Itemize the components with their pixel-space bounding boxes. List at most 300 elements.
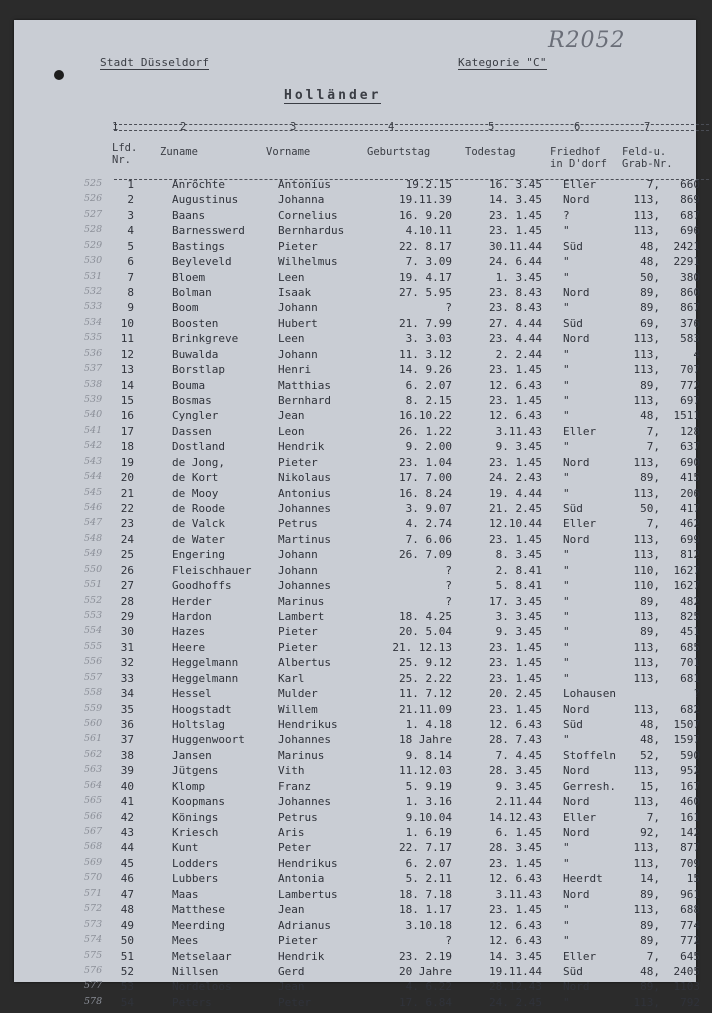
row-number: 10 [120,316,134,330]
cemetery: " [563,656,570,670]
pencil-number: 549 [84,548,103,560]
row-number: 24 [120,532,134,546]
row-number: 37 [120,733,134,747]
birth-date: 26. 1.22 [399,424,452,438]
surname: de Roode [172,502,225,516]
field-number: 113, [633,193,660,207]
grave-number: 701 [680,656,700,670]
first-name: Bernhardus [278,224,345,238]
birth-date: 19. 4.17 [399,270,452,284]
field-number: 50, [640,502,660,516]
pencil-number: 564 [84,779,103,791]
field-number: 48, [640,964,660,978]
first-name: Vith [278,764,305,778]
column-number: 6 [574,121,581,133]
column-number: 1 [112,121,119,133]
birth-date: 11. 7.12 [399,687,452,701]
field-number: 89, [640,625,660,639]
grave-number: 867 [680,301,700,315]
death-date: 3. 3.45 [495,610,542,624]
first-name: Jean [278,409,305,423]
surname: Peters [172,995,212,1009]
surname: Dostland [172,440,225,454]
column-number: 4 [388,121,395,133]
grave-number: 376 [680,316,700,330]
surname: Könings [172,810,219,824]
first-name: Pieter [278,640,318,654]
birth-date: ? [445,934,452,948]
birth-date: 16. 8.24 [399,486,452,500]
birth-date: 27. 5.95 [399,286,452,299]
pencil-number: 555 [84,640,103,652]
first-name: Pieter [278,934,318,948]
first-name: Johannes [278,502,331,516]
table-row [14,532,700,550]
pencil-number: 571 [84,887,103,899]
grave-number: 128 [680,424,700,438]
first-name: Martinus [278,532,331,546]
row-number: 52 [120,964,134,978]
row-number: 50 [120,934,134,948]
grave-number: 860 [680,286,700,299]
birth-date: 20 Jahre [399,964,452,978]
surname: Kriesch [172,826,219,840]
row-number: 1 [127,178,134,191]
table-row [14,764,700,781]
cemetery: Heerdt [563,872,603,886]
grave-number: 812 [680,548,700,562]
pencil-number: 557 [84,671,103,683]
death-date: 9. 3.45 [495,779,542,793]
pencil-number: 573 [84,918,103,930]
surname: Goodhoffs [172,579,232,593]
field-number: 7, [646,440,660,454]
cemetery: ? [563,208,570,222]
pencil-number: 531 [84,270,103,282]
table-row [14,548,700,565]
pencil-number: 562 [84,748,103,760]
grave-number: 451 [680,625,700,639]
grave-number: 772 [680,378,700,392]
death-date: 12. 6.43 [489,718,542,732]
birth-date: 18. 4.25 [399,610,452,624]
field-number: 113, [633,532,660,546]
surname: Borstlap [172,363,225,377]
cemetery: " [563,270,570,284]
row-number: 29 [120,610,134,624]
cemetery: " [563,733,570,747]
field-number: 89, [640,471,660,485]
document-sheet [14,20,700,1009]
death-date: 16. 3.45 [489,178,542,191]
cemetery: Gerresh. [563,779,616,793]
cemetery: Eller [563,949,597,963]
surname: Herder [172,594,212,608]
row-number: 17 [120,424,134,438]
birth-date: 11. 3.12 [399,347,452,361]
field-number: 89, [640,980,660,994]
death-date: 23. 1.45 [489,363,542,377]
surname: Hazes [172,625,206,639]
first-name: Peter [278,995,312,1009]
cemetery: " [563,610,570,624]
field-number: 69, [640,316,660,330]
category-header: Kategorie "C" [458,56,547,69]
first-name: Nikolaus [278,471,331,485]
birth-date: 17. 7.00 [399,471,452,485]
surname: Baans [172,208,206,222]
death-date: 20. 2.45 [489,687,542,701]
birth-date: 4. 2.74 [405,517,452,531]
grave-number: 774 [680,918,700,932]
col-todestag: Todestag [465,146,516,158]
surname: Dassen [172,424,212,438]
pencil-number: 548 [84,532,103,544]
cemetery: Nord [563,826,590,840]
grave-number: 15 [686,872,700,886]
first-name: Johannes [278,795,331,809]
death-date: 23. 1.45 [489,671,542,685]
grave-number: 415 [680,471,700,485]
surname: de Kort [172,471,219,485]
row-number: 20 [120,471,134,485]
cemetery: " [563,640,570,654]
grave-number: 697 [680,394,700,408]
field-number: 113, [633,640,660,654]
field-number: 113, [633,208,660,222]
death-date: 23. 8.43 [489,301,542,315]
table-rule-sub [114,130,709,131]
death-date: 17. 3.45 [489,594,542,608]
grave-number: 1627 [673,563,700,577]
surname: Nillsen [172,964,219,978]
pencil-number: 556 [84,656,103,668]
cemetery: " [563,548,570,562]
field-number: 113, [633,347,660,361]
table-row [14,671,700,689]
first-name: Johanna [278,193,325,207]
death-date: 2.11.44 [495,795,542,809]
pencil-number: 534 [84,316,103,328]
first-name: Antonia [278,872,325,886]
death-date: 3.11.43 [495,887,542,901]
death-date: 30.11.44 [489,239,542,253]
field-number: 7, [646,949,660,963]
cemetery: " [563,594,570,608]
grave-number: 660 [680,178,700,191]
row-number: 7 [127,270,134,284]
row-number: 53 [120,980,134,994]
pencil-number: 529 [84,239,103,251]
pencil-number: 528 [84,224,103,236]
table-row [14,918,700,936]
pencil-number: 537 [84,363,103,375]
surname: Bouma [172,378,206,392]
row-number: 35 [120,702,134,716]
grave-number: 699 [680,532,700,546]
pencil-number: 546 [84,502,103,514]
cemetery: Eller [563,178,597,191]
row-number: 13 [120,363,134,377]
surname: de Water [172,532,225,546]
row-number: 47 [120,887,134,901]
surname: Hardon [172,610,212,624]
first-name: Marinus [278,594,325,608]
field-number: 113, [633,548,660,562]
field-number: 92, [640,826,660,840]
field-number: 7, [646,424,660,438]
birth-date: 16.10.22 [399,409,452,423]
table-row [14,471,700,488]
grave-number: 161 [680,810,700,824]
birth-date: 21.11.09 [399,702,452,716]
birth-date: 22. 8.17 [399,239,452,253]
first-name: Leen [278,332,305,346]
row-number: 32 [120,656,134,670]
grave-number: 590 [680,748,700,762]
grave-number: 707 [680,363,700,377]
pencil-number: 535 [84,332,103,344]
row-number: 30 [120,625,134,639]
surname: de Valck [172,517,225,531]
death-date: 1. 3.45 [495,270,542,284]
punch-hole [54,70,64,80]
first-name: Karl [278,671,305,685]
cemetery: " [563,903,570,917]
death-date: 2. 8.41 [495,563,542,577]
first-name: Albertus [278,656,331,670]
birth-date: 11.12.03 [399,764,452,778]
grave-number: ? [693,687,700,701]
field-number: 14, [640,872,660,886]
row-number: 48 [120,903,134,917]
surname: Bolman [172,286,212,299]
grave-number: 167 [680,779,700,793]
field-number: 89, [640,918,660,932]
cemetery: " [563,486,570,500]
pencil-number: 530 [84,255,103,267]
first-name: Bernhard [278,394,331,408]
first-name: Henri [278,363,312,377]
birth-date: 18. 7.18 [399,887,452,901]
grave-number: 637 [680,440,700,454]
cemetery: " [563,671,570,685]
birth-date: 22. 7.17 [399,841,452,855]
first-name: Marinus [278,748,325,762]
field-number: 113, [633,764,660,778]
table-rule-top [114,124,709,125]
surname: Engering [172,548,225,562]
table-row [14,640,700,658]
birth-date: 8. 2.15 [405,394,452,408]
surname: Cyngler [172,409,219,423]
death-date: 23. 1.45 [489,856,542,870]
pencil-number: 554 [84,625,103,637]
row-number: 19 [120,455,134,469]
first-name: Antonius [278,178,331,191]
pencil-number: 575 [84,949,103,961]
row-number: 14 [120,378,134,392]
death-date: 14.12.43 [489,810,542,824]
column-number: 5 [488,121,495,133]
row-number: 12 [120,347,134,361]
field-number: 89, [640,301,660,315]
birth-date: 3. 3.03 [405,332,452,346]
row-number: 23 [120,517,134,531]
row-number: 2 [127,193,134,207]
surname: Buwalda [172,347,219,361]
surname: Heere [172,640,206,654]
death-date: 12. 6.43 [489,918,542,932]
col-zuname: Zuname [160,146,198,158]
surname: Augustinus [172,193,239,207]
grave-number: 1103 [673,980,700,994]
grave-number: 687 [680,208,700,222]
field-number: 110, [633,563,660,577]
surname: Bastings [172,239,225,253]
field-number: 89, [640,934,660,948]
surname: Metselaar [172,949,232,963]
first-name: Jean [278,903,305,917]
field-number: 52, [640,748,660,762]
field-number: 48, [640,255,660,269]
grave-number: 1511 [673,409,700,423]
grave-number: 688 [680,903,700,917]
death-date: 24. 2.45 [489,995,542,1009]
table-row [14,579,700,596]
birth-date: 23. 1.04 [399,455,452,469]
field-number: 15, [640,779,660,793]
field-number: 113, [633,656,660,670]
grave-number: 380 [680,270,700,284]
pencil-number: 543 [84,455,103,467]
cemetery: Süd [563,239,583,253]
row-number: 25 [120,548,134,562]
grave-number: 4 [693,347,700,361]
row-number: 44 [120,841,134,855]
cemetery: Nord [563,286,590,299]
grave-number: 685 [680,640,700,654]
first-name: Wilhelmus [278,255,338,269]
birth-date: 1. 6.19 [405,826,452,840]
birth-date: 9.10.04 [405,810,452,824]
pencil-number: 540 [84,409,103,421]
field-number: 89, [640,286,660,299]
grave-number: 792 [680,995,700,1009]
death-date: 23. 1.45 [489,656,542,670]
death-date: 23. 4.44 [489,332,542,346]
row-number: 45 [120,856,134,870]
cemetery: " [563,625,570,639]
birth-date: 19.2.15 [405,178,452,191]
first-name: Mulder [278,687,318,701]
cemetery: " [563,255,570,269]
death-date: 23. 1.45 [489,455,542,469]
row-number: 46 [120,872,134,886]
pencil-number: 574 [84,934,103,946]
city-header: Stadt Düsseldorf [100,56,210,69]
table-row [14,255,700,272]
field-number: 113, [633,224,660,238]
first-name: Johann [278,563,318,577]
grave-number: 961 [680,887,700,901]
grave-number: 462 [680,517,700,531]
surname: Huggenwoort [172,733,245,747]
surname: Hessel [172,687,212,701]
row-number: 18 [120,440,134,454]
row-number: 22 [120,502,134,516]
field-number: 7, [646,517,660,531]
grave-number: 690 [680,455,700,469]
field-number: 113, [633,856,660,870]
first-name: Leon [278,424,305,438]
pencil-number: 541 [84,424,103,436]
grave-number: 645 [680,949,700,963]
row-number: 42 [120,810,134,824]
row-number: 21 [120,486,134,500]
first-name: Pieter [278,625,318,639]
surname: Heggelmann [172,656,239,670]
row-number: 15 [120,394,134,408]
table-row [14,409,700,426]
birth-date: 21. 7.99 [399,316,452,330]
cemetery: " [563,563,570,577]
death-date: 14. 3.45 [489,193,542,207]
surname: Jütgens [172,764,219,778]
death-date: 5. 8.41 [495,579,542,593]
row-number: 27 [120,579,134,593]
table-row [14,610,700,627]
row-number: 39 [120,764,134,778]
pencil-number: 572 [84,903,103,915]
cemetery: Nord [563,980,590,994]
birth-date: 6. 2.07 [405,378,452,392]
surname: Brinkgreve [172,332,239,346]
cemetery: " [563,378,570,392]
cemetery: " [563,347,570,361]
row-number: 28 [120,594,134,608]
table-row [14,856,700,874]
field-number: 113, [633,903,660,917]
first-name: Franz [278,779,312,793]
field-number: 113, [633,455,660,469]
table-row [14,378,700,396]
pencil-number: 553 [84,610,103,622]
col-feld: Feld-u. [622,146,667,158]
surname: Bosmas [172,394,212,408]
birth-date: 14. 9.26 [399,363,452,377]
birth-date: 9. 8.14 [405,748,452,762]
field-number: 113, [633,394,660,408]
cemetery: " [563,440,570,454]
row-number: 26 [120,563,134,577]
first-name: Cornelius [278,208,338,222]
col-geburtstag: Geburtstag [367,146,431,158]
table-row [14,934,700,951]
death-date: 24. 6.44 [489,255,542,269]
column-number: 7 [644,121,651,133]
first-name: Johann [278,548,318,562]
row-number: 49 [120,918,134,932]
table-row [14,995,700,1013]
death-date: 12. 6.43 [489,934,542,948]
pencil-number: 566 [84,810,103,822]
surname: Kunt [172,841,199,855]
death-date: 12. 6.43 [489,409,542,423]
field-number: 113, [633,841,660,855]
first-name: Adrianus [278,918,331,932]
pencil-number: 577 [84,980,103,992]
